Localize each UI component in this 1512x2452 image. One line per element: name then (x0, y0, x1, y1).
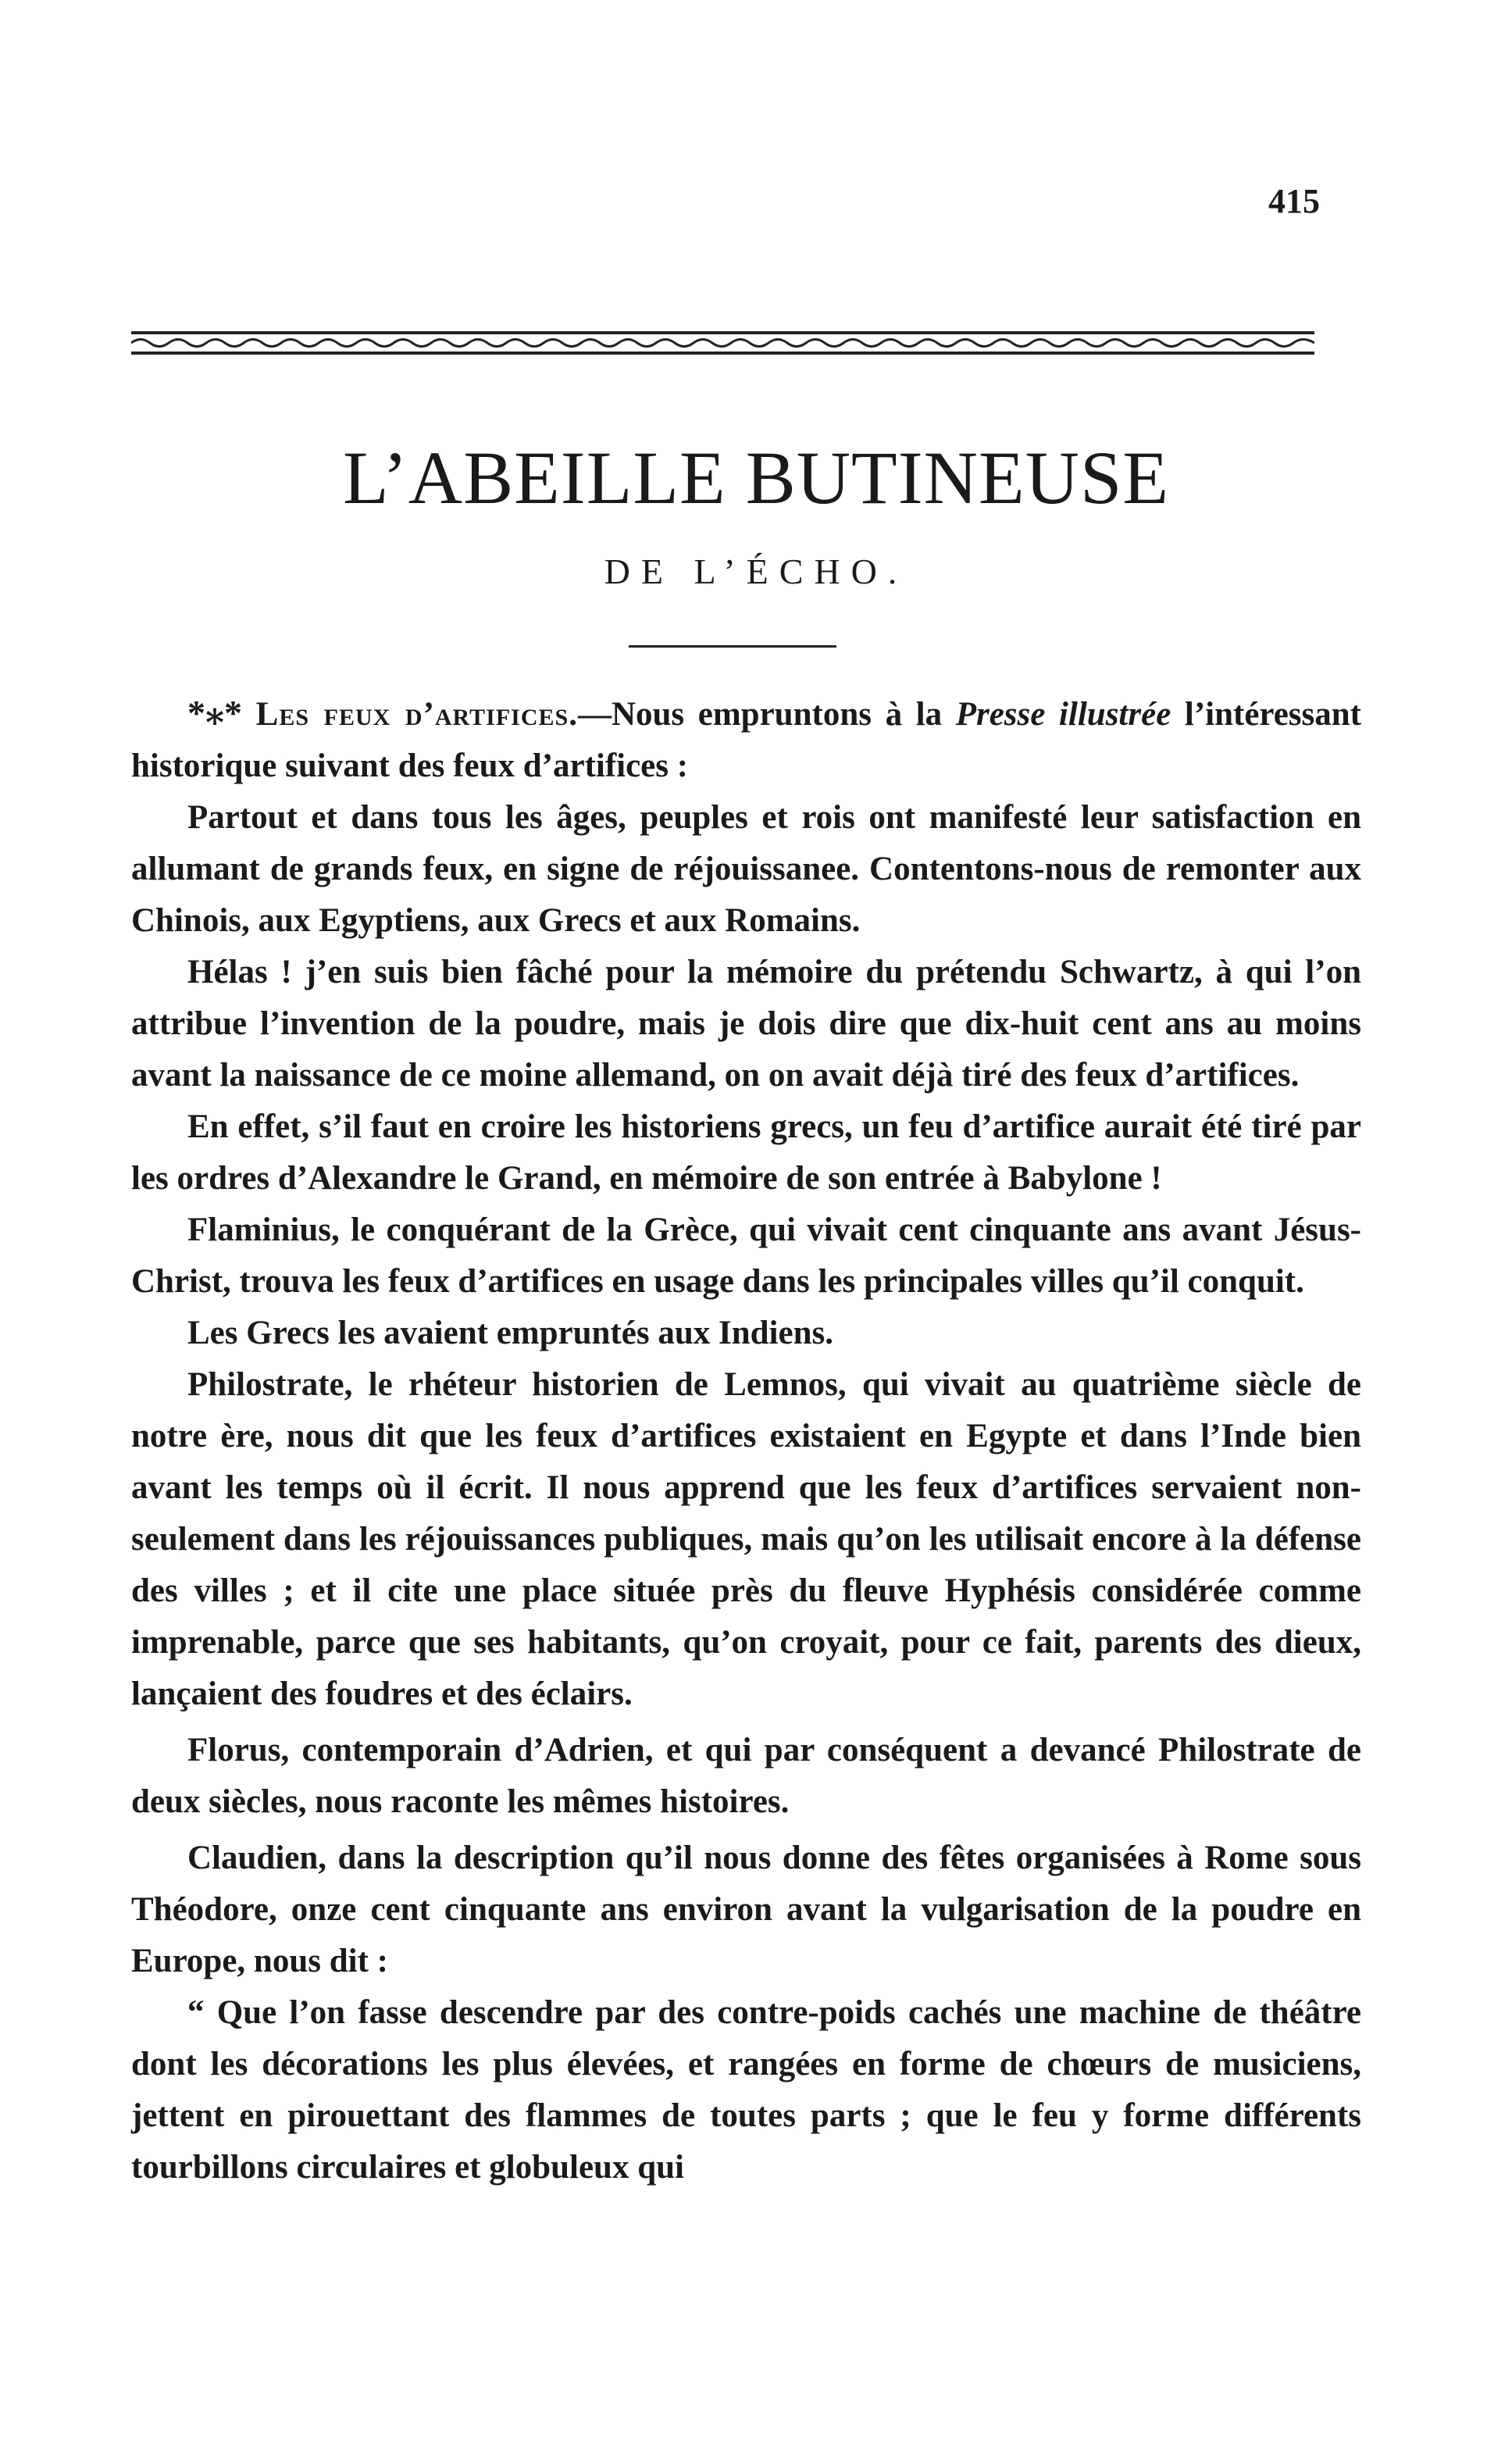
paragraph: Les Grecs les avaient empruntés aux Indiens. (187, 1315, 833, 1351)
paragraph: Partout et dans tous les âges, peuples et rois ont manifesté leur satisfaction en allumant de grands feux, en signe de réjouissanee. Contentons-nous de remonter aux Chinois, aux Egyptiens, aux Grecs et aux Romains. (131, 799, 1361, 939)
paragraph: Flaminius, le conquérant de la Grèce, qui vivait cent cinquante ans avant Jésus-Christ, trouva les feux d’artifices en usage dans les principales villes qu’il conquit. (131, 1212, 1361, 1300)
paragraph: Hélas ! j’en suis bien fâché pour la mémoire du prétendu Schwartz, à qui l’on attribue l’invention de la poudre, mais je dois dire que dix-huit cent ans au moins avant la naissance de ce moine allemand, on on avait déjà tiré des feux d’artifices. (131, 954, 1361, 1094)
decorative-rule-ornament (131, 328, 1314, 358)
article-heading: Les feux d’artifices. (255, 696, 578, 733)
intro-text-end: l’intéressant historique suivant des feux d’artifices : (131, 696, 1362, 784)
intro-text: —Nous empruntons à la (577, 696, 956, 733)
section-divider (629, 645, 836, 648)
paragraph: Florus, contemporain d’Adrien, et qui par conséquent a devancé Philostrate de deux siècles, nous raconte les mêmes histoires. (131, 1732, 1361, 1820)
page-subtitle: DE L’ÉCHO. (604, 551, 908, 591)
paragraph: Philostrate, le rhéteur historien de Lemnos, qui vivait au quatrième siècle de notre ère, nous dit que les feux d’artifices existaient en Egypte et dans l’Inde bien avant les temps où il écrit. Il nous apprend que les feux d’artifices servaient non-seulement dans les réjouissances publiques, mais qu’on les utilisait encore à la défense des villes ; et il cite une place située près du fleuve Hyphésis considérée comme imprenable, parce que ses habitants, qu’on croyait, pour ce fait, parents des dieux, lançaient des foudres et des éclairs. (131, 1366, 1361, 1712)
page-number: 415 (1268, 182, 1320, 220)
page-title: L’ABEILLE BUTINEUSE (343, 436, 1169, 519)
paragraph: Claudien, dans la description qu’il nous donne des fêtes organisées à Rome sous Théodore, onze cent cinquante ans environ avant la vulgarisation de la poudre en Europe, nous dit : (131, 1840, 1361, 1979)
asterism-mark: *⁎* (187, 693, 243, 733)
paragraph: En effet, s’il faut en croire les historiens grecs, un feu d’artifice aurait été tiré par les ordres d’Alexandre le Grand, en mémoire de son entrée à Babylone ! (131, 1108, 1361, 1197)
article-body (131, 687, 1361, 2193)
quoted-paragraph: “ Que l’on fasse descendre par des contre-poids cachés une machine de théâtre dont les décorations les plus élevées, et rangées en forme de chœurs de musiciens, jettent en pirouettant des flammes de toutes parts ; que le feu y forme différents tourbillons circulaires et globuleux qui (131, 1994, 1361, 2186)
source-publication: Presse illustrée (955, 696, 1171, 733)
article-intro (131, 687, 1361, 792)
